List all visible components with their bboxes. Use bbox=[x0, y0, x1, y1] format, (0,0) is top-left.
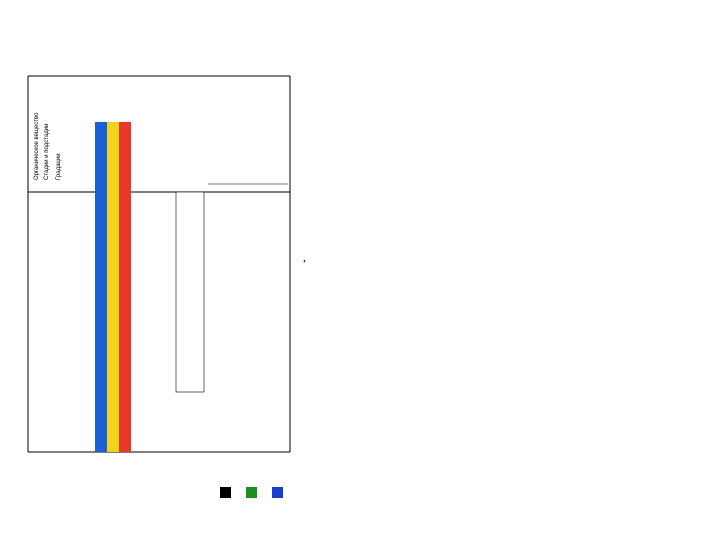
svg-text:Органическое вещество: Органическое вещество bbox=[34, 112, 40, 180]
svg-text:Стадии и подстадии: Стадии и подстадии bbox=[44, 123, 50, 180]
paragraph-prefixes: , bbox=[303, 250, 306, 264]
svg-text:Градации: Градации bbox=[56, 153, 62, 180]
legend-methane-swatch bbox=[272, 487, 283, 498]
catagenesis-scale-figure bbox=[20, 62, 300, 532]
legend-fatgas-swatch bbox=[246, 487, 257, 498]
legend-oil-swatch bbox=[220, 487, 231, 498]
